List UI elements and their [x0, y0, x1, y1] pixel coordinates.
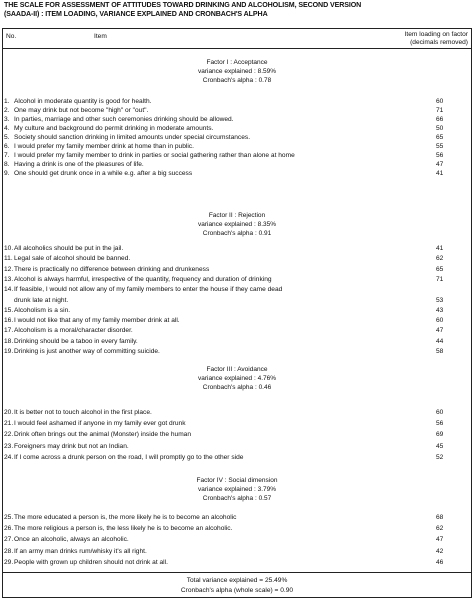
item-text: It is better not to touch alcohol in the first place.	[14, 409, 152, 416]
item-number: 3.	[4, 116, 10, 123]
item-text: There is practically no difference between drinking and drunkeness	[14, 266, 210, 273]
item-number: 21.	[4, 420, 14, 427]
item-text: Alcohol is always harmful, irrespective of the quantity, frequency and duration of drinking	[14, 276, 272, 283]
factor-alpha: Cronbach's alpha : 0.78	[202, 77, 272, 84]
item-text: I would not like that any of my family member drink at all.	[14, 317, 180, 324]
factor-variance: variance explained : 4.76%	[197, 375, 277, 382]
item-number: 12.	[4, 266, 14, 273]
alpha-whole-scale: Cronbach's alpha (whole scale) = 0.90	[180, 587, 294, 594]
item-text: Foreigners may drink but not an Indian.	[14, 443, 129, 450]
item-text: One may drink but not become "high" or "out".	[14, 107, 149, 114]
item-loading: 68	[436, 514, 444, 521]
item-text: One should get drunk once in a while e.g. after a big success	[14, 170, 193, 177]
item-loading: 47	[436, 161, 444, 168]
item-loading: 41	[436, 245, 444, 252]
factor-alpha: Cronbach's alpha : 0.91	[202, 230, 272, 237]
item-text: Drinking is just another way of committing suicide.	[14, 348, 160, 355]
item-number: 16.	[4, 317, 14, 324]
item-number: 6.	[4, 143, 10, 150]
factor-variance: variance explained : 8.59%	[197, 68, 277, 75]
item-loading: 60	[436, 98, 444, 105]
item-number: 25.	[4, 514, 14, 521]
item-number: 11.	[4, 255, 13, 262]
item-loading: 44	[436, 338, 444, 345]
item-number: 20.	[4, 409, 14, 416]
item-text: People with grown up children should not drink at all.	[14, 559, 168, 566]
item-loading: 42	[436, 548, 444, 555]
factor-name: Factor III : Avoidance	[206, 366, 268, 373]
item-loading: 45	[436, 443, 444, 450]
item-loading: 62	[436, 255, 444, 262]
item-number: 7.	[4, 152, 10, 159]
item-number: 5.	[4, 134, 10, 141]
factor-header	[0, 476, 474, 503]
item-number: 15.	[4, 307, 14, 314]
item-loading: 55	[436, 143, 444, 150]
item-number: 26.	[4, 525, 14, 532]
item-loading: 41	[436, 170, 444, 177]
summary	[0, 576, 474, 596]
item-loading: 56	[436, 420, 444, 427]
item-loading: 71	[436, 276, 444, 283]
factor-variance: variance explained : 3.79%	[197, 486, 277, 493]
item-text: If I come across a drunk person on the road, I will promptly go to the other side	[14, 454, 244, 461]
factor-header	[0, 365, 474, 392]
item-loading: 56	[436, 152, 444, 159]
item-loading: 62	[436, 525, 444, 532]
header-item: Item	[94, 33, 107, 40]
title-line-1: THE SCALE FOR ASSESSMENT OF ATTITUDES TOWARD DRINKING AND ALCOHOLISM, SECOND VERSION	[4, 1, 362, 9]
header-loading-line-2: (decimals removed)	[410, 39, 468, 46]
summary-divider	[2, 572, 472, 573]
factor-alpha: Cronbach's alpha : 0.46	[202, 384, 272, 391]
item-number: 19.	[4, 348, 14, 355]
item-text: Society should sanction drinking in limited amounts under special circumstances.	[14, 134, 251, 141]
factor-header	[0, 211, 474, 238]
item-number: 8.	[4, 161, 10, 168]
factor-name: Factor IV : Social dimension	[196, 477, 278, 484]
item-loading: 65	[436, 266, 444, 273]
item-loading: 52	[436, 454, 444, 461]
item-text: Drink often brings out the animal (Monster) inside the human	[14, 431, 192, 438]
item-loading: 58	[436, 348, 444, 355]
item-loading: 71	[436, 107, 444, 114]
item-text: If an army man drinks rum/whisky it's all right.	[14, 548, 147, 555]
item-text: The more educated a person is, the more likely he is to become an alcoholic	[14, 514, 237, 521]
document-title	[4, 1, 470, 19]
header-divider	[2, 48, 472, 49]
item-text: The more religious a person is, the less likely he is to become an alcoholic.	[14, 525, 233, 532]
item-number: 28.	[4, 548, 14, 555]
item-number: 13.	[4, 276, 14, 283]
item-text: Drinking should be a taboo in every family.	[14, 338, 138, 345]
item-text: drunk late at night.	[14, 297, 69, 304]
item-text: All alcoholics should be put in the jail.	[14, 245, 124, 252]
item-loading: 66	[436, 116, 444, 123]
item-number: 22.	[4, 431, 14, 438]
factor-name: Factor I : Acceptance	[206, 59, 268, 66]
item-text: I would feel ashamed if anyone in my family ever got drunk	[14, 420, 186, 427]
item-text: If feasible, I would not allow any of my family members to enter the house if they came dead	[14, 286, 283, 293]
item-number: 18.	[4, 338, 14, 345]
item-text: I would prefer my family member drink at home than in public.	[14, 143, 194, 150]
item-loading: 69	[436, 431, 444, 438]
item-loading: 65	[436, 134, 444, 141]
item-number: 27.	[4, 536, 14, 543]
item-loading: 60	[436, 409, 444, 416]
item-text: Once an alcoholic, always an alcoholic.	[14, 536, 129, 543]
item-text: Alcohol in moderate quantity is good for health.	[14, 98, 152, 105]
item-number: 29.	[4, 559, 14, 566]
item-loading: 43	[436, 307, 444, 314]
factor-alpha: Cronbach's alpha : 0.57	[202, 495, 272, 502]
item-number: 10.	[4, 245, 14, 252]
item-loading: 50	[436, 125, 444, 132]
item-text: Legal sale of alcohol should be banned.	[14, 255, 131, 262]
item-loading: 47	[436, 327, 444, 334]
item-number: 9.	[4, 170, 10, 177]
item-number: 14.	[4, 286, 14, 293]
item-text: Having a drink is one of the pleasures of life.	[14, 161, 144, 168]
item-loading: 47	[436, 536, 444, 543]
total-variance: Total variance explained = 25.49%	[186, 577, 288, 584]
item-number: 23.	[4, 443, 14, 450]
factor-variance: variance explained : 8.35%	[197, 221, 277, 228]
item-text: Alcoholism is a moral/character disorder.	[14, 327, 133, 334]
item-text: Alcoholism is a sin.	[14, 307, 71, 314]
title-line-2: (SAADA-II) : ITEM LOADING, VARIANCE EXPLAINED AND CRONBACH'S ALPHA	[4, 10, 268, 18]
item-number: 1.	[4, 98, 10, 105]
item-loading: 60	[436, 317, 444, 324]
item-text: I would prefer my family member to drink in parties or social gathering rather than alone at home	[14, 152, 295, 159]
item-number: 4.	[4, 125, 10, 132]
item-number: 24.	[4, 454, 14, 461]
item-text: In parties, marriage and other such ceremonies drinking should be allowed.	[14, 116, 234, 123]
header-no: No.	[6, 33, 17, 40]
factor-name: Factor II : Rejection	[208, 212, 266, 219]
item-loading: 53	[436, 297, 444, 304]
factor-header	[0, 58, 474, 85]
item-text: My culture and background do permit drinking in moderate amounts.	[14, 125, 214, 132]
item-number: 17.	[4, 327, 14, 334]
item-loading: 46	[436, 559, 444, 566]
item-number: 2.	[4, 107, 10, 114]
header-loading-line-1: Item loading on factor	[404, 31, 468, 38]
